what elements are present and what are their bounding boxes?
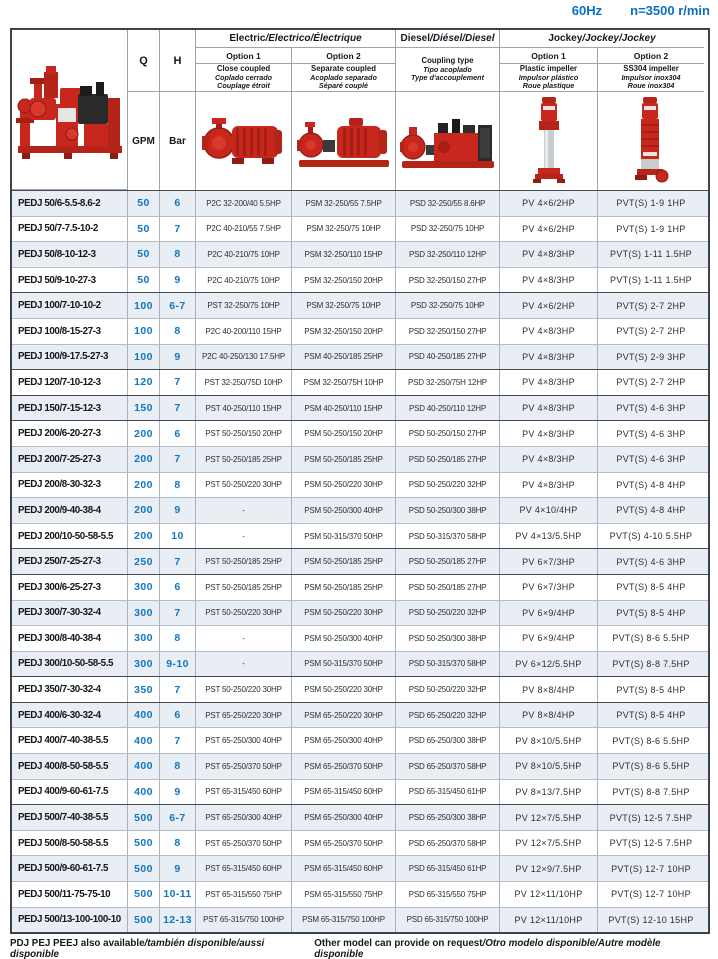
electric-option1-value: PST 50-250/150 20HP xyxy=(196,421,292,446)
jockey-option1-value: PV 12×7/5.5HP xyxy=(500,805,598,830)
jockey-option1-value: PV 6×12/5.5HP xyxy=(500,652,598,677)
model: PEDJ 50/6-5.5-8.6-2 xyxy=(12,191,128,216)
jockey-option1-value: PV 4×8/3HP xyxy=(500,242,598,267)
jockey-option2-value: PVT(S) 4-6 3HP xyxy=(616,454,686,465)
model: PEDJ 400/6-30-32-4 xyxy=(12,703,128,728)
electric-option2-value: PSM 65-315/450 60HP xyxy=(292,780,396,805)
diesel-value: PSD 65-315/550 75HP xyxy=(396,882,500,907)
diesel-value: PSD 65-315/750 100HP xyxy=(396,908,500,933)
q-value: 500 xyxy=(128,908,160,933)
model: PEDJ 100/9-17.5-27-3 xyxy=(12,345,128,370)
electric-option1-value: PST 50-250/185 25HP xyxy=(196,549,292,574)
table-header xyxy=(12,30,708,190)
model: PEDJ 50/7-7.5-10-2 xyxy=(12,217,128,242)
jockey-option2-value: PVT(S) 1-9 1HP xyxy=(616,198,686,209)
electric-option1-value: P2C 40-250/130 17.5HP xyxy=(196,345,292,370)
table-row xyxy=(12,702,708,728)
q-value: 50 xyxy=(128,242,160,267)
jockey-option2-value: PVT(S) 8-5 4HP xyxy=(616,710,686,721)
diesel-value: PSD 65-250/370 58HP xyxy=(396,754,500,779)
q-column-label: Q xyxy=(128,30,160,92)
table-row xyxy=(12,267,708,293)
jockey-option2-value: PVT(S) 8-5 4HP xyxy=(616,684,686,695)
model: PEDJ 400/8-50-58-5.5 xyxy=(12,754,128,779)
q-value: 500 xyxy=(128,805,160,830)
q-value: 100 xyxy=(128,345,160,370)
jockey-option2-value: PVT(S) 2-7 2HP xyxy=(616,326,686,337)
model: PEDJ 500/9-60-61-7.5 xyxy=(12,856,128,881)
jockey-option2-value: PVT(S) 12-5 7.5HP xyxy=(609,838,693,849)
h-value: 6 xyxy=(160,421,196,446)
electric-option2-value: PSM 50-250/185 25HP xyxy=(292,447,396,472)
q-value: 100 xyxy=(128,319,160,344)
h-value: 9 xyxy=(160,268,196,293)
diesel-value: PSD 50-250/185 27HP xyxy=(396,575,500,600)
h-value: 8 xyxy=(160,831,196,856)
q-value: 300 xyxy=(128,652,160,677)
electric-option1-value: PST 65-315/450 60HP xyxy=(196,780,292,805)
electric-option1-value: PST 65-250/370 50HP xyxy=(196,754,292,779)
table-row xyxy=(12,727,708,753)
q-value: 500 xyxy=(128,882,160,907)
h-value: 7 xyxy=(160,728,196,753)
jockey-option1-value: PV 4×8/3HP xyxy=(500,319,598,344)
jockey-option2-value: PVT(S) 4-8 4HP xyxy=(616,505,686,516)
diesel-value: PSD 40-250/185 27HP xyxy=(396,345,500,370)
electric-option1-value: PST 65-250/220 30HP xyxy=(196,703,292,728)
electric-option2-value: PSM 32-250/150 20HP xyxy=(292,268,396,293)
electric-option1-value: - xyxy=(196,524,292,549)
electric-option2-value: PSM 32-250/75 10HP xyxy=(292,217,396,242)
electric-option1-value: P2C 40-210/55 7.5HP xyxy=(196,217,292,242)
model: PEDJ 300/7-30-32-4 xyxy=(12,601,128,626)
h-value: 9 xyxy=(160,345,196,370)
table-row xyxy=(12,548,708,574)
table-row xyxy=(12,497,708,523)
jockey-option1-value: PV 8×10/5.5HP xyxy=(500,728,598,753)
diesel-value: PSD 40-250/110 12HP xyxy=(396,396,500,421)
gpm-unit-label: GPM xyxy=(128,92,160,190)
electric-option1-value: - xyxy=(196,626,292,651)
diesel-value: PSD 32-250/55 8.6HP xyxy=(396,191,500,216)
model: PEDJ 200/7-25-27-3 xyxy=(12,447,128,472)
diesel-value: PSD 65-250/370 58HP xyxy=(396,831,500,856)
table-row xyxy=(12,804,708,830)
model: PEDJ 500/8-50-58-5.5 xyxy=(12,831,128,856)
diesel-value: PSD 50-250/150 27HP xyxy=(396,421,500,446)
diesel-value: PSD 32-250/150 27HP xyxy=(396,268,500,293)
separate-coupled-desc: Separate coupled Acoplado separado Séparé couplé xyxy=(292,64,396,92)
separate-coupled-pump-image xyxy=(292,92,396,190)
model: PEDJ 400/9-60-61-7.5 xyxy=(12,780,128,805)
h-value: 8 xyxy=(160,319,196,344)
jockey-option1-value: PV 6×9/4HP xyxy=(500,626,598,651)
electric-option1-value: PST 50-250/220 30HP xyxy=(196,473,292,498)
jockey-option1-value: PV 4×8/3HP xyxy=(500,268,598,293)
footer-right-note: Other model can provide on request/Otro modelo disponible/Autre modèle disponible xyxy=(314,938,661,959)
jockey-option1-value: PV 8×10/5.5HP xyxy=(500,754,598,779)
q-value: 300 xyxy=(128,626,160,651)
table-row xyxy=(12,855,708,881)
model: PEDJ 400/7-40-38-5.5 xyxy=(12,728,128,753)
table-row xyxy=(12,241,708,267)
electric-option1-value: PST 65-250/300 40HP xyxy=(196,805,292,830)
frequency-label: 60Hz xyxy=(571,3,603,18)
electric-option2-value: PSM 50-315/370 50HP xyxy=(292,652,396,677)
q-value: 100 xyxy=(128,293,160,318)
diesel-value: PSD 32-250/150 27HP xyxy=(396,319,500,344)
diesel-value: PSD 65-315/450 61HP xyxy=(396,780,500,805)
electric-section-title: Electric/Electrico/Électrique xyxy=(196,30,396,48)
q-value: 400 xyxy=(128,728,160,753)
diesel-section-title: Diesel/Diésel/Diesel xyxy=(396,30,500,48)
table-row xyxy=(12,651,708,677)
h-value: 9 xyxy=(160,856,196,881)
h-value: 10 xyxy=(160,524,196,549)
plastic-impeller-desc: Plastic impeller Impulsor plástico Roue plastique xyxy=(500,64,598,92)
electric-option1-value: PST 50-250/220 30HP xyxy=(196,677,292,702)
electric-option1-value: P2C 40-210/75 10HP xyxy=(196,242,292,267)
model: PEDJ 200/8-30-32-3 xyxy=(12,473,128,498)
electric-option1-value: PST 65-315/450 60HP xyxy=(196,856,292,881)
table-row xyxy=(12,779,708,805)
diesel-value: PSD 50-250/220 32HP xyxy=(396,601,500,626)
bar-unit-label: Bar xyxy=(160,92,196,190)
q-value: 400 xyxy=(128,754,160,779)
model: PEDJ 500/7-40-38-5.5 xyxy=(12,805,128,830)
electric-option2-value: PSM 40-250/110 15HP xyxy=(292,396,396,421)
q-value: 300 xyxy=(128,575,160,600)
q-value: 200 xyxy=(128,473,160,498)
h-value: 7 xyxy=(160,677,196,702)
diesel-value: PSD 65-250/220 32HP xyxy=(396,703,500,728)
table-row xyxy=(12,292,708,318)
electric-option2-value: PSM 50-250/220 30HP xyxy=(292,677,396,702)
h-value: 7 xyxy=(160,447,196,472)
table-row xyxy=(12,600,708,626)
electric-option1-value: PST 65-315/750 100HP xyxy=(196,908,292,933)
h-value: 9-10 xyxy=(160,652,196,677)
electric-option1-value: - xyxy=(196,652,292,677)
jockey-option2-value: PVT(S) 8-6 5.5HP xyxy=(612,633,690,644)
electric-option2-value: PSM 65-250/300 40HP xyxy=(292,805,396,830)
diesel-value: PSD 50-250/220 32HP xyxy=(396,473,500,498)
diesel-value: PSD 50-250/185 27HP xyxy=(396,549,500,574)
table-row xyxy=(12,190,708,216)
electric-option1-value: PST 32-250/75D 10HP xyxy=(196,370,292,395)
model: PEDJ 200/6-20-27-3 xyxy=(12,421,128,446)
table-row xyxy=(12,420,708,446)
electric-option1-value: P2C 32-200/40 5.5HP xyxy=(196,191,292,216)
table-row xyxy=(12,523,708,549)
q-value: 350 xyxy=(128,677,160,702)
jockey-option2-value: PVT(S) 8-6 5.5HP xyxy=(612,761,690,772)
jockey-option2-value: PVT(S) 4-6 3HP xyxy=(616,428,686,439)
h-value: 12-13 xyxy=(160,908,196,933)
model: PEDJ 300/6-25-27-3 xyxy=(12,575,128,600)
page-footer xyxy=(10,938,710,959)
h-value: 6 xyxy=(160,575,196,600)
q-value: 300 xyxy=(128,601,160,626)
diesel-value: PSD 32-250/75 10HP xyxy=(396,217,500,242)
jockey-option1-value: PV 6×7/3HP xyxy=(500,575,598,600)
jockey-option1-value: PV 4×8/3HP xyxy=(500,370,598,395)
electric-option2-value: PSM 50-250/220 30HP xyxy=(292,601,396,626)
jockey-option2-value: PVT(S) 4-8 4HP xyxy=(616,479,686,490)
jockey-option2-value: PVT(S) 1-11 1.5HP xyxy=(610,275,692,286)
model: PEDJ 200/9-40-38-4 xyxy=(12,498,128,523)
jockey-option2-value: PVT(S) 4-6 3HP xyxy=(616,556,686,567)
table-row xyxy=(12,574,708,600)
electric-option2-value: PSM 65-315/750 100HP xyxy=(292,908,396,933)
jockey-option2-value: PVT(S) 8-8 7.5HP xyxy=(612,658,690,669)
q-value: 200 xyxy=(128,421,160,446)
table-row xyxy=(12,369,708,395)
electric-option1-value: PST 32-250/75 10HP xyxy=(196,293,292,318)
jockey-option1-value: PV 4×13/5.5HP xyxy=(500,524,598,549)
table-row xyxy=(12,881,708,907)
jockey-option1-value: PV 4×8/3HP xyxy=(500,396,598,421)
jockey-option1-value: PV 8×13/7.5HP xyxy=(500,780,598,805)
jockey-option1-value: PV 8×8/4HP xyxy=(500,677,598,702)
electric-option1-value: P2C 40-200/110 15HP xyxy=(196,319,292,344)
jockey-option1-value: PV 4×6/2HP xyxy=(500,191,598,216)
diesel-value: PSD 65-315/450 61HP xyxy=(396,856,500,881)
model: PEDJ 500/13-100-100-10 xyxy=(12,908,128,933)
h-value: 8 xyxy=(160,754,196,779)
electric-option2-value: PSM 50-250/220 30HP xyxy=(292,473,396,498)
h-value: 9 xyxy=(160,780,196,805)
page-header xyxy=(572,3,710,18)
q-value: 150 xyxy=(128,396,160,421)
jockey-option2-value: PVT(S) 1-9 1HP xyxy=(616,223,686,234)
electric-option2-value: PSM 65-250/300 40HP xyxy=(292,728,396,753)
q-value: 250 xyxy=(128,549,160,574)
electric-option2-value: PSM 50-315/370 50HP xyxy=(292,524,396,549)
diesel-pump-set-image xyxy=(396,92,500,190)
electric-option1-value: PST 50-250/185 25HP xyxy=(196,447,292,472)
fire-pump-package-image xyxy=(12,30,128,190)
table-body xyxy=(12,190,708,932)
jockey-option1-value: PV 4×8/3HP xyxy=(500,473,598,498)
q-value: 200 xyxy=(128,524,160,549)
q-value: 500 xyxy=(128,831,160,856)
jockey-option2-value: PVT(S) 12-10 15HP xyxy=(608,914,694,925)
electric-option2-value: PSM 65-315/450 60HP xyxy=(292,856,396,881)
electric-option2-value: PSM 65-250/220 30HP xyxy=(292,703,396,728)
diesel-value: PSD 50-250/300 38HP xyxy=(396,498,500,523)
table-row xyxy=(12,830,708,856)
q-value: 120 xyxy=(128,370,160,395)
speed-label: n=3500 r/min xyxy=(630,3,710,18)
model: PEDJ 300/8-40-38-4 xyxy=(12,626,128,651)
jockey-option2-value: PVT(S) 12-7 10HP xyxy=(611,863,691,874)
jockey-option2-value: PVT(S) 4-6 3HP xyxy=(616,403,686,414)
jockey-option2-value: PVT(S) 2-7 2HP xyxy=(616,300,686,311)
diesel-value: PSD 50-250/300 38HP xyxy=(396,626,500,651)
q-value: 50 xyxy=(128,217,160,242)
jockey-ss304-impeller-pump-image xyxy=(598,92,704,190)
electric-option2-value: PSM 50-250/185 25HP xyxy=(292,549,396,574)
jockey-option1-value: PV 4×6/2HP xyxy=(500,217,598,242)
h-value: 6-7 xyxy=(160,805,196,830)
model: PEDJ 50/8-10-12-3 xyxy=(12,242,128,267)
electric-option1-value: PST 65-250/370 50HP xyxy=(196,831,292,856)
diesel-value: PSD 50-250/185 27HP xyxy=(396,447,500,472)
jockey-option1-value: PV 4×8/3HP xyxy=(500,447,598,472)
jockey-option2-value: PVT(S) 12-7 10HP xyxy=(611,889,691,900)
diesel-value: PSD 32-250/75H 12HP xyxy=(396,370,500,395)
jockey-section-title: Jockey/Jockey/Jockey xyxy=(500,30,704,48)
model: PEDJ 50/9-10-27-3 xyxy=(12,268,128,293)
jockey-option1-value: PV 4×6/2HP xyxy=(500,293,598,318)
electric-option1-label: Option 1 xyxy=(196,48,292,64)
q-value: 500 xyxy=(128,856,160,881)
jockey-option2-value: PVT(S) 8-5 4HP xyxy=(616,582,686,593)
h-value: 8 xyxy=(160,626,196,651)
q-value: 50 xyxy=(128,191,160,216)
close-coupled-desc: Close coupled Coplado cerrado Couplage étroit xyxy=(196,64,292,92)
diesel-value: PSD 32-250/75 10HP xyxy=(396,293,500,318)
jockey-option1-label: Option 1 xyxy=(500,48,598,64)
electric-option2-value: PSM 50-250/300 40HP xyxy=(292,626,396,651)
diesel-coupling-desc: Coupling type Tipo acoplado Type d'accouplement xyxy=(396,48,500,92)
diesel-value: PSD 50-315/370 58HP xyxy=(396,524,500,549)
electric-option1-value: PST 65-250/300 40HP xyxy=(196,728,292,753)
jockey-option2-value: PVT(S) 1-11 1.5HP xyxy=(610,249,692,260)
h-column-label: H xyxy=(160,30,196,92)
h-value: 9 xyxy=(160,498,196,523)
electric-option1-value: PST 50-250/220 30HP xyxy=(196,601,292,626)
model: PEDJ 100/7-10-10-2 xyxy=(12,293,128,318)
model: PEDJ 300/10-50-58-5.5 xyxy=(12,652,128,677)
jockey-option1-value: PV 4×10/4HP xyxy=(500,498,598,523)
jockey-option1-value: PV 12×9/7.5HP xyxy=(500,856,598,881)
ss304-impeller-desc: SS304 impeller Impulsor inox304 Roue inox304 xyxy=(598,64,704,92)
diesel-value: PSD 65-250/300 38HP xyxy=(396,805,500,830)
electric-option1-value: P2C 40-210/75 10HP xyxy=(196,268,292,293)
diesel-value: PSD 50-250/220 32HP xyxy=(396,677,500,702)
h-value: 6 xyxy=(160,191,196,216)
diesel-value: PSD 65-250/300 38HP xyxy=(396,728,500,753)
jockey-option1-value: PV 12×7/5.5HP xyxy=(500,831,598,856)
electric-option1-value: PST 40-250/110 15HP xyxy=(196,396,292,421)
electric-option2-value: PSM 65-250/370 50HP xyxy=(292,754,396,779)
footer-left-note: PDJ PEJ PEEJ also available/también disponible/aussi disponible xyxy=(10,938,265,959)
spec-table xyxy=(10,28,710,934)
electric-option2-value: PSM 65-315/550 75HP xyxy=(292,882,396,907)
jockey-plastic-impeller-pump-image xyxy=(500,92,598,190)
table-row xyxy=(12,625,708,651)
electric-option2-value: PSM 32-250/110 15HP xyxy=(292,242,396,267)
h-value: 10-11 xyxy=(160,882,196,907)
table-row xyxy=(12,446,708,472)
table-row xyxy=(12,318,708,344)
jockey-option2-value: PVT(S) 4-10 5.5HP xyxy=(609,531,693,542)
q-value: 200 xyxy=(128,447,160,472)
q-value: 200 xyxy=(128,498,160,523)
jockey-option1-value: PV 12×11/10HP xyxy=(500,908,598,933)
table-row xyxy=(12,216,708,242)
jockey-option2-value: PVT(S) 8-8 7.5HP xyxy=(612,786,690,797)
jockey-option1-value: PV 4×8/3HP xyxy=(500,345,598,370)
table-row xyxy=(12,344,708,370)
q-value: 50 xyxy=(128,268,160,293)
model: PEDJ 250/7-25-27-3 xyxy=(12,549,128,574)
jockey-option1-value: PV 6×9/4HP xyxy=(500,601,598,626)
h-value: 7 xyxy=(160,217,196,242)
table-row xyxy=(12,907,708,933)
electric-option2-value: PSM 40-250/185 25HP xyxy=(292,345,396,370)
electric-option2-value: PSM 50-250/150 20HP xyxy=(292,421,396,446)
electric-option2-value: PSM 32-250/75 10HP xyxy=(292,293,396,318)
jockey-option1-value: PV 6×7/3HP xyxy=(500,549,598,574)
jockey-option2-value: PVT(S) 2-9 3HP xyxy=(616,351,686,362)
electric-option2-value: PSM 32-250/55 7.5HP xyxy=(292,191,396,216)
h-value: 7 xyxy=(160,549,196,574)
electric-option2-value: PSM 32-250/150 20HP xyxy=(292,319,396,344)
diesel-value: PSD 32-250/110 12HP xyxy=(396,242,500,267)
jockey-option2-value: PVT(S) 8-6 5.5HP xyxy=(612,735,690,746)
diesel-value: PSD 50-315/370 58HP xyxy=(396,652,500,677)
q-value: 400 xyxy=(128,703,160,728)
table-row xyxy=(12,753,708,779)
jockey-option1-value: PV 4×8/3HP xyxy=(500,421,598,446)
model: PEDJ 350/7-30-32-4 xyxy=(12,677,128,702)
h-value: 7 xyxy=(160,396,196,421)
model: PEDJ 100/8-15-27-3 xyxy=(12,319,128,344)
electric-option2-value: PSM 65-250/370 50HP xyxy=(292,831,396,856)
jockey-option1-value: PV 12×11/10HP xyxy=(500,882,598,907)
table-row xyxy=(12,676,708,702)
electric-option1-value: PST 65-315/550 75HP xyxy=(196,882,292,907)
jockey-option2-label: Option 2 xyxy=(598,48,704,64)
jockey-option2-value: PVT(S) 2-7 2HP xyxy=(616,377,686,388)
q-value: 400 xyxy=(128,780,160,805)
h-value: 7 xyxy=(160,370,196,395)
model: PEDJ 120/7-10-12-3 xyxy=(12,370,128,395)
model: PEDJ 500/11-75-75-10 xyxy=(12,882,128,907)
electric-option2-value: PSM 50-250/300 40HP xyxy=(292,498,396,523)
h-value: 6-7 xyxy=(160,293,196,318)
h-value: 6 xyxy=(160,703,196,728)
electric-option2-label: Option 2 xyxy=(292,48,396,64)
h-value: 8 xyxy=(160,473,196,498)
jockey-option2-value: PVT(S) 12-5 7.5HP xyxy=(609,812,693,823)
table-row xyxy=(12,395,708,421)
electric-option1-value: - xyxy=(196,498,292,523)
model: PEDJ 200/10-50-58-5.5 xyxy=(12,524,128,549)
electric-option2-value: PSM 50-250/185 25HP xyxy=(292,575,396,600)
h-value: 7 xyxy=(160,601,196,626)
electric-option1-value: PST 50-250/185 25HP xyxy=(196,575,292,600)
electric-option2-value: PSM 32-250/75H 10HP xyxy=(292,370,396,395)
model: PEDJ 150/7-15-12-3 xyxy=(12,396,128,421)
jockey-option1-value: PV 8×8/4HP xyxy=(500,703,598,728)
h-value: 8 xyxy=(160,242,196,267)
close-coupled-pump-image xyxy=(196,92,292,190)
jockey-option2-value: PVT(S) 8-5 4HP xyxy=(616,607,686,618)
table-row xyxy=(12,472,708,498)
